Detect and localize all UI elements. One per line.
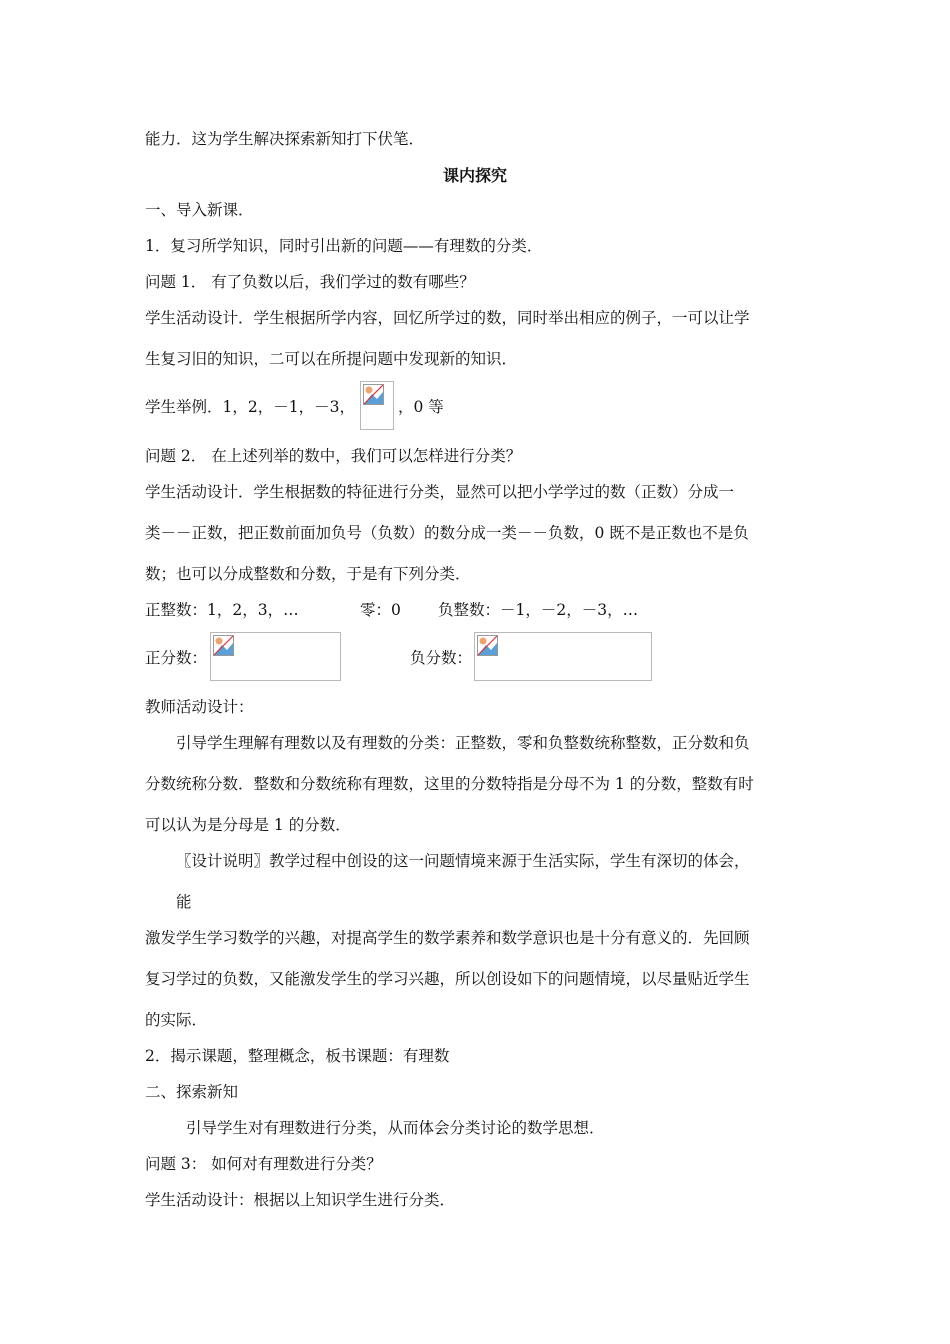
text-line: 教师活动设计： [145, 698, 254, 716]
broken-image-icon [360, 381, 394, 430]
text-line: 数；也可以分成整数和分数，于是有下列分类． [145, 565, 471, 583]
text-line: ，0 等 [398, 398, 444, 416]
text-line: 零：0 [360, 601, 401, 619]
text-line: 学生活动设计：根据以上知识学生进行分类． [145, 1191, 456, 1209]
broken-image-icon [210, 632, 341, 681]
text-line: 〖设计说明〗教学过程中创设的这一问题情境来源于生活实际，学生有深切的体会， [176, 852, 750, 870]
text-line: 学生活动设计．学生根据数的特征进行分类，显然可以把小学学过的数（正数）分成一 [145, 483, 735, 501]
text-line: 分数统称分数．整数和分数统称有理数，这里的分数特指是分母不为 1 的分数，整数有时 [145, 775, 754, 793]
text-line: 生复习旧的知识，二可以在所提问题中发现新的知识． [145, 350, 518, 368]
text-line: 正分数： [145, 649, 208, 667]
text-line: 二、探索新知 [145, 1083, 239, 1101]
text-line: 负分数： [410, 649, 473, 667]
text-line: 正整数：1，2，3，… [145, 601, 299, 619]
text-line: 问题 3： 如何对有理数进行分类？ [145, 1155, 382, 1173]
text-line: 引导学生理解有理数以及有理数的分类：正整数，零和负整数统称整数，正分数和负 [176, 734, 750, 752]
text-line: 复习学过的负数，又能激发学生的学习兴趣，所以创设如下的问题情境，以尽量贴近学生 [145, 970, 750, 988]
text-line: 学生举例．1，2，－1，－3， [145, 398, 355, 416]
text-line: 问题 1． 有了负数以后，我们学过的数有哪些？ [145, 273, 475, 291]
section-title: 课内探究 [442, 166, 507, 185]
text-line: 类－－正数，把正数前面加负号（负数）的数分成一类－－负数，0 既不是正数也不是负 [145, 524, 749, 542]
text-line: 激发学生学习数学的兴趣，对提高学生的数学素养和数学意识也是十分有意义的．先回顾 [145, 929, 750, 947]
text-line: 的实际． [145, 1011, 208, 1029]
text-line: 学生活动设计．学生根据所学内容，回忆所学过的数，同时举出相应的例子，一可以让学 [145, 309, 750, 327]
text-line: 可以认为是分母是 1 的分数． [145, 816, 351, 834]
text-line: 一、导入新课． [145, 201, 254, 219]
text-line: 能力．这为学生解决探索新知打下伏笔． [145, 130, 425, 148]
text-line: 负整数：－1，－2，－3，… [438, 601, 639, 619]
text-line: 2．揭示课题，整理概念，板书课题：有理数 [145, 1047, 450, 1065]
text-line: 引导学生对有理数进行分类，从而体会分类讨论的数学思想． [186, 1119, 605, 1137]
text-line: 问题 2． 在上述列举的数中，我们可以怎样进行分类？ [145, 447, 522, 465]
text-line: 能 [176, 893, 192, 911]
broken-image-icon [474, 632, 652, 681]
text-line: 1．复习所学知识，同时引出新的问题——有理数的分类． [145, 237, 543, 255]
